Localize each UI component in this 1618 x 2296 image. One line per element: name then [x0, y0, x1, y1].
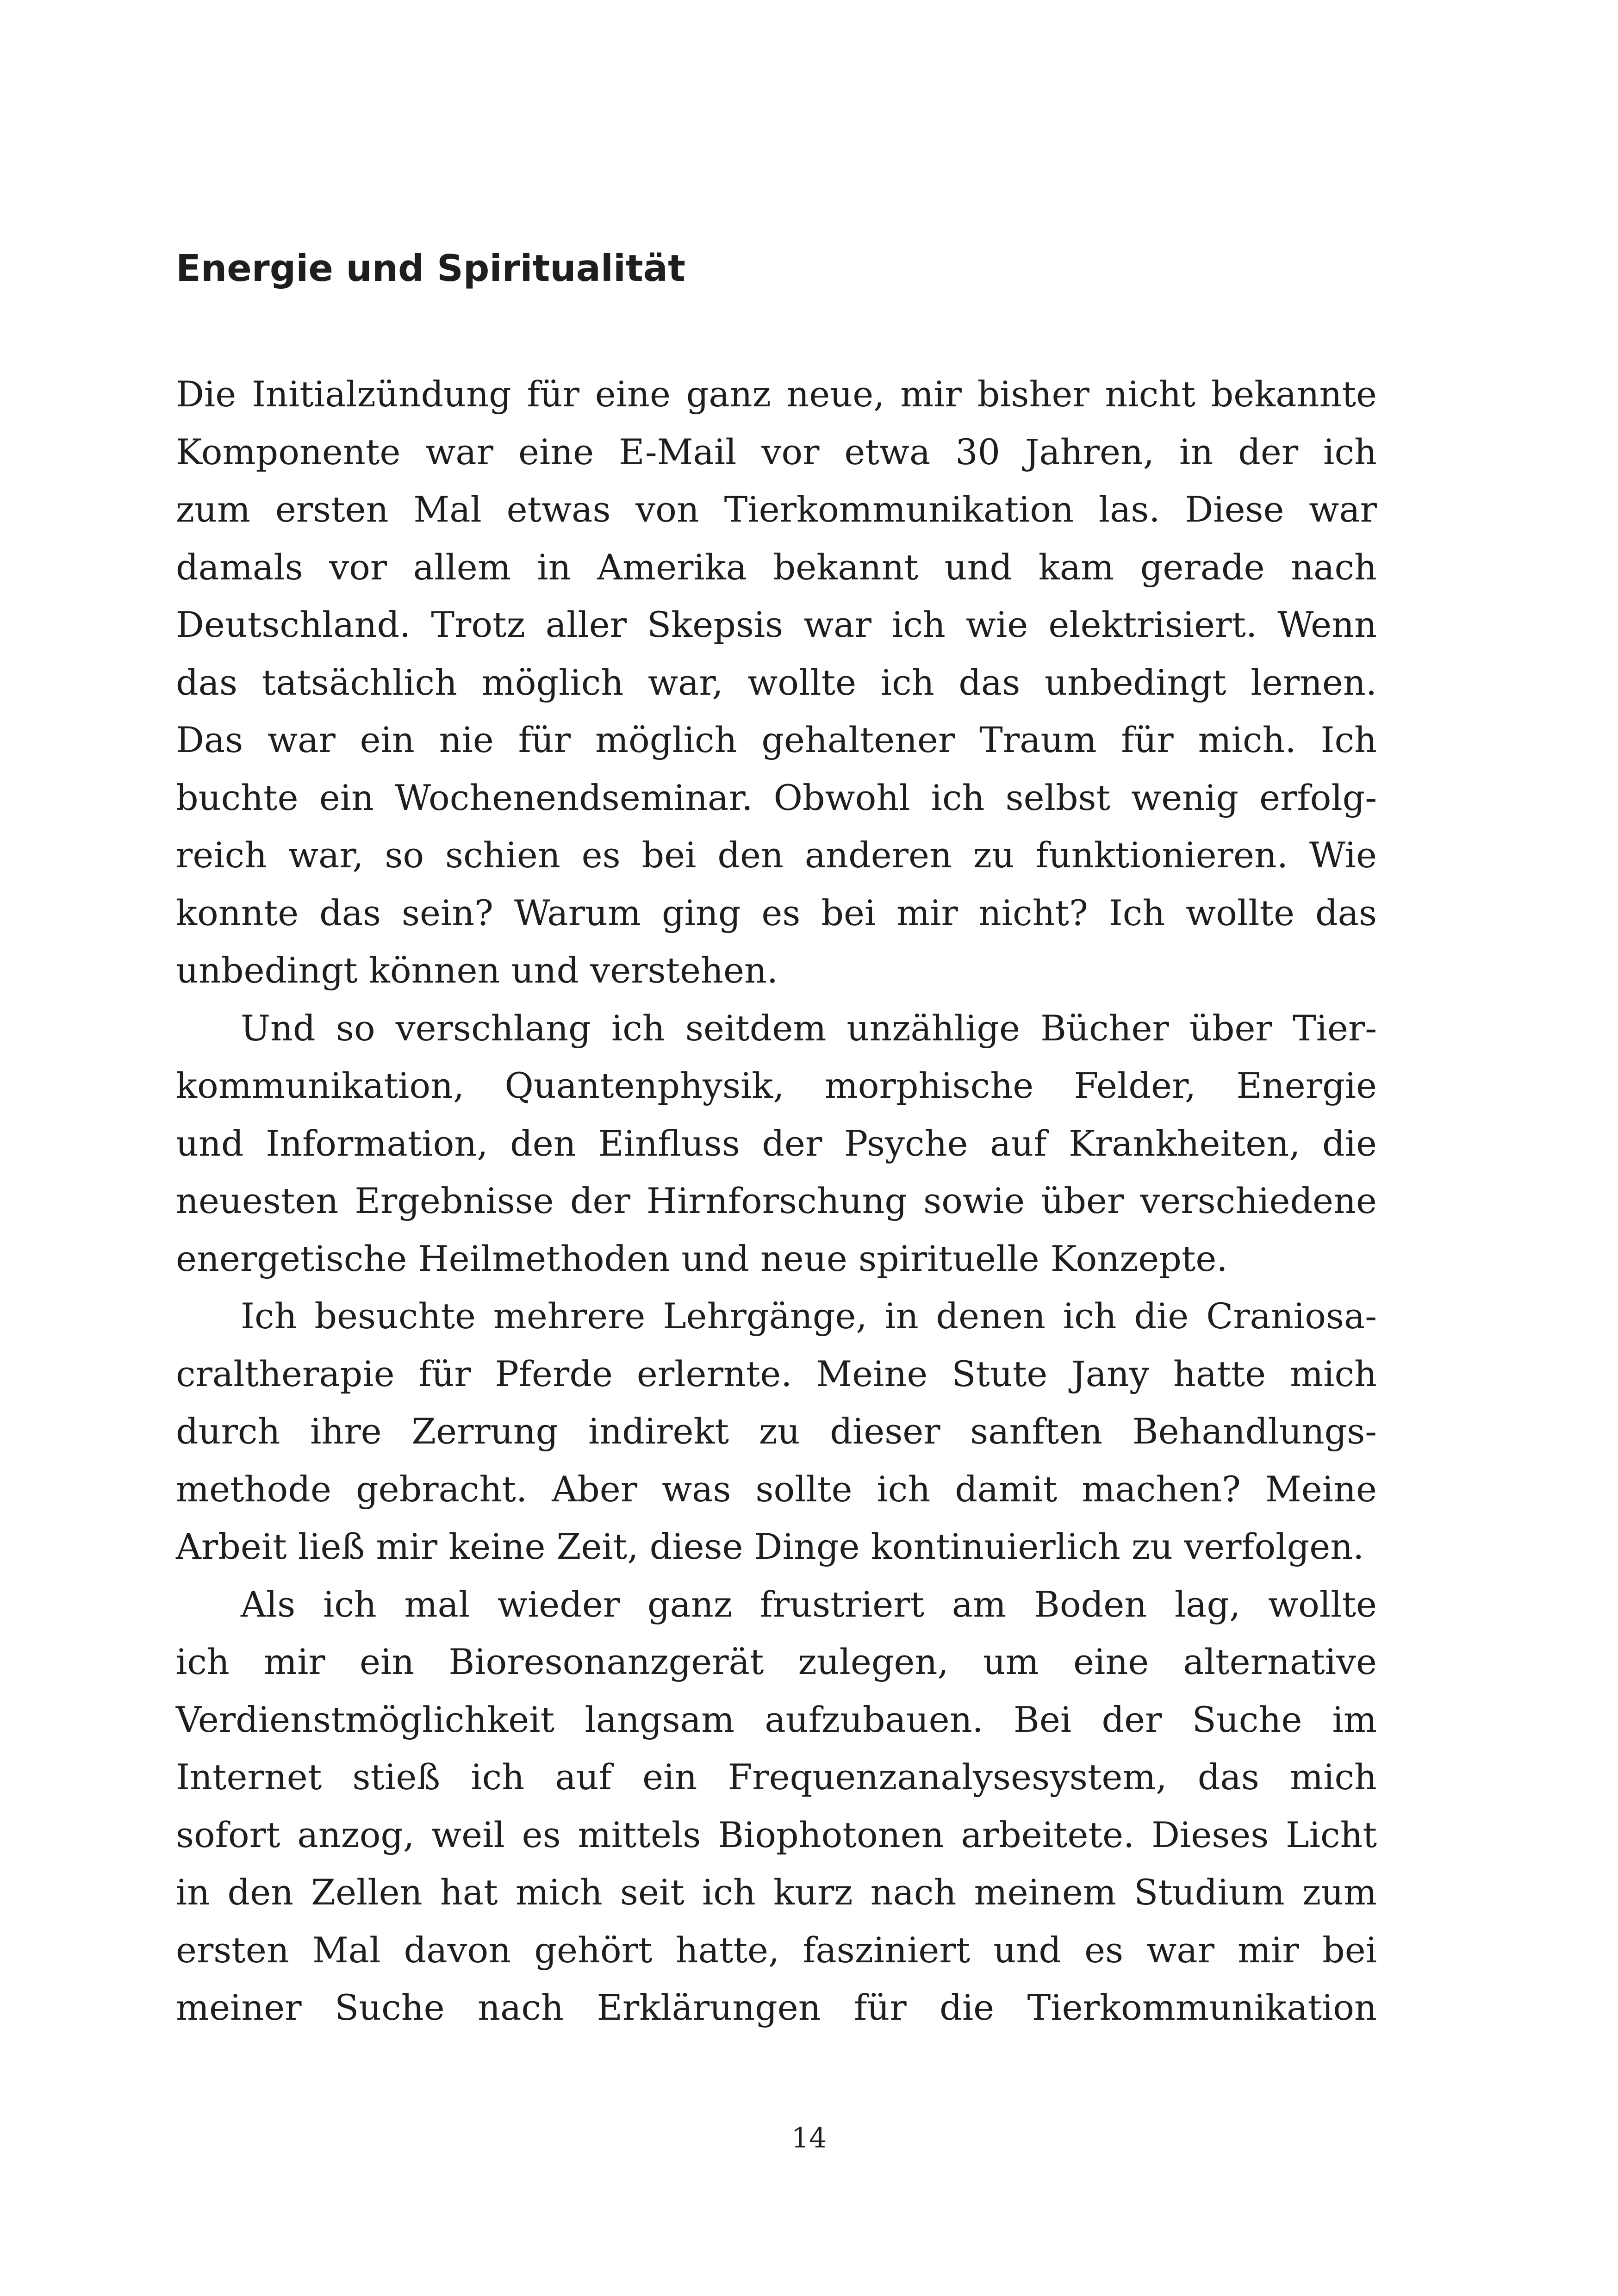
- page-number: 14: [791, 2122, 827, 2154]
- text-line: das tatsächlich möglich war, wollte ich das unbedingt lernen.: [176, 661, 1377, 703]
- text-line: Komponente war eine E-Mail vor etwa 30 Jahren, in der ich: [176, 431, 1377, 473]
- text-line: damals vor allem in Amerika bekannt und kam gerade nach: [176, 546, 1377, 588]
- text-line: unbedingt können und verstehen.: [176, 950, 778, 991]
- text-line: Und so verschlang ich seitdem unzählige Bücher über Tier-: [241, 1007, 1377, 1049]
- text-line: in den Zellen hat mich seit ich kurz nach meinem Studium zum: [176, 1872, 1377, 1913]
- text-line: kommunikation, Quantenphysik, morphische Felder, Energie: [176, 1065, 1377, 1106]
- text-line: buchte ein Wochenendseminar. Obwohl ich selbst wenig erfolg-: [176, 777, 1377, 818]
- text-line: reich war, so schien es bei den anderen zu funktionieren. Wie: [176, 834, 1377, 876]
- text-line: methode gebracht. Aber was sollte ich damit machen? Meine: [176, 1468, 1377, 1510]
- text-line: Ich besuchte mehrere Lehrgänge, in denen ich die Craniosa-: [241, 1295, 1377, 1337]
- text-line: ich mir ein Bioresonanzgerät zulegen, um eine alternative: [176, 1641, 1377, 1682]
- text-line: Das war ein nie für möglich gehaltener Traum für mich. Ich: [176, 719, 1377, 760]
- text-line: konnte das sein? Warum ging es bei mir nicht? Ich wollte das: [176, 892, 1377, 933]
- text-line: Arbeit ließ mir keine Zeit, diese Dinge kontinuierlich zu verfolgen.: [176, 1526, 1364, 1567]
- section-heading: Energie und Spiritualität: [176, 247, 685, 290]
- text-line: Internet stieß ich auf ein Frequenzanalysesystem, das mich: [176, 1756, 1377, 1798]
- text-line: Verdienstmöglichkeit langsam aufzubauen. Bei der Suche im: [176, 1699, 1377, 1740]
- text-line: durch ihre Zerrung indirekt zu dieser sanften Behandlungs-: [176, 1411, 1377, 1452]
- text-line: Als ich mal wieder ganz frustriert am Boden lag, wollte: [241, 1583, 1377, 1625]
- text-line: Die Initialzündung für eine ganz neue, mir bisher nicht bekannte: [176, 373, 1377, 415]
- text-line: ersten Mal davon gehört hatte, fasziniert und es war mir bei: [176, 1929, 1377, 1971]
- body-text: [176, 366, 1377, 2037]
- text-line: sofort anzog, weil es mittels Biophotonen arbeitete. Dieses Licht: [176, 1814, 1377, 1855]
- text-line: craltherapie für Pferde erlernte. Meine Stute Jany hatte mich: [176, 1353, 1377, 1394]
- text-line: und Information, den Einfluss der Psyche auf Krankheiten, die: [176, 1122, 1377, 1164]
- text-line: energetische Heilmethoden und neue spirituelle Konzepte.: [176, 1238, 1228, 1279]
- text-line: Deutschland. Trotz aller Skepsis war ich wie elektrisiert. Wenn: [176, 604, 1377, 645]
- text-line: zum ersten Mal etwas von Tierkommunikation las. Diese war: [176, 489, 1377, 530]
- text-line: meiner Suche nach Erklärungen für die Tierkommunikation: [176, 1987, 1377, 2028]
- text-line: neuesten Ergebnisse der Hirnforschung sowie über verschiedene: [176, 1180, 1377, 1221]
